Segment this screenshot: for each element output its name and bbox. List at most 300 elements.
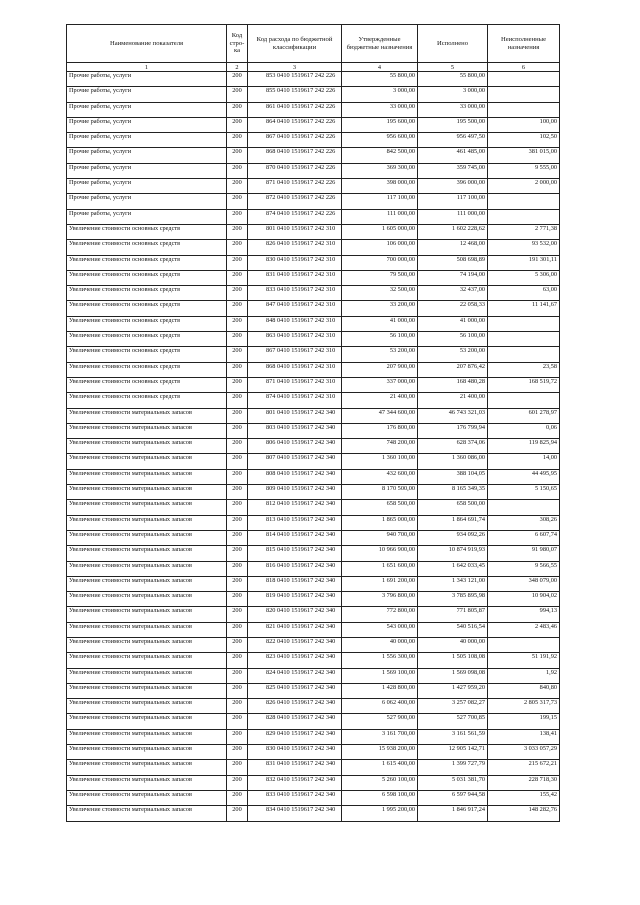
unexecuted-amount-cell [488,500,560,515]
executed-amount-cell: 1 399 727,79 [418,760,488,775]
executed-amount-cell: 540 516,54 [418,622,488,637]
table-row [67,316,560,331]
expense-code-cell: 868 0410 1519617 242 310 [248,362,342,377]
column-number: 5 [418,63,488,72]
unexecuted-amount-cell: 5 306,00 [488,270,560,285]
expense-code-cell: 831 0410 1519617 242 340 [248,760,342,775]
expense-code-cell: 821 0410 1519617 242 340 [248,622,342,637]
expense-code-cell: 830 0410 1519617 242 310 [248,255,342,270]
approved-amount-cell: 10 966 900,00 [342,546,418,561]
table-row [67,485,560,500]
line-code-cell: 200 [227,714,248,729]
expense-code-cell: 830 0410 1519617 242 340 [248,745,342,760]
table-row [67,790,560,805]
executed-amount-cell: 527 700,85 [418,714,488,729]
indicator-name-cell: Увеличение стоимости основных средств [67,301,227,316]
indicator-name-cell: Увеличение стоимости материальных запасов [67,423,227,438]
line-code-cell: 200 [227,163,248,178]
executed-amount-cell: 1 569 098,08 [418,668,488,683]
executed-amount-cell: 10 874 919,93 [418,546,488,561]
line-code-cell: 200 [227,117,248,132]
unexecuted-amount-cell: 3 033 057,29 [488,745,560,760]
indicator-name-cell: Увеличение стоимости материальных запасов [67,790,227,805]
expense-code-cell: 826 0410 1519617 242 310 [248,240,342,255]
indicator-name-cell: Увеличение стоимости материальных запасов [67,546,227,561]
approved-amount-cell: 432 600,00 [342,469,418,484]
line-code-cell: 200 [227,622,248,637]
approved-amount-cell: 40 000,00 [342,637,418,652]
indicator-name-cell: Увеличение стоимости материальных запасов [67,561,227,576]
expense-code-cell: 872 0410 1519617 242 226 [248,194,342,209]
line-code-cell: 200 [227,530,248,545]
indicator-name-cell: Увеличение стоимости материальных запасов [67,760,227,775]
expense-code-cell: 861 0410 1519617 242 226 [248,102,342,117]
expense-code-cell: 828 0410 1519617 242 340 [248,714,342,729]
indicator-name-cell: Увеличение стоимости материальных запасов [67,653,227,668]
line-code-cell: 200 [227,515,248,530]
executed-amount-cell: 359 745,00 [418,163,488,178]
expense-code-cell: 816 0410 1519617 242 340 [248,561,342,576]
column-number-row [67,63,560,72]
unexecuted-amount-cell: 228 718,30 [488,775,560,790]
table-row [67,270,560,285]
line-code-cell: 200 [227,454,248,469]
column-number: 2 [227,63,248,72]
line-code-cell: 200 [227,316,248,331]
unexecuted-amount-cell [488,194,560,209]
unexecuted-amount-cell: 91 980,07 [488,546,560,561]
indicator-name-cell: Прочие работы, услуги [67,87,227,102]
table-row [67,347,560,362]
unexecuted-amount-cell: 23,58 [488,362,560,377]
line-code-cell: 200 [227,760,248,775]
unexecuted-amount-cell: 9 566,55 [488,561,560,576]
header-approved: Утвержденные бюджетные назначения [342,25,418,63]
executed-amount-cell: 74 194,00 [418,270,488,285]
unexecuted-amount-cell: 215 672,21 [488,760,560,775]
executed-amount-cell: 1 602 228,62 [418,224,488,239]
unexecuted-amount-cell: 840,80 [488,683,560,698]
table-row [67,408,560,423]
approved-amount-cell: 956 600,00 [342,133,418,148]
indicator-name-cell: Увеличение стоимости материальных запасов [67,775,227,790]
unexecuted-amount-cell: 2 000,00 [488,179,560,194]
approved-amount-cell: 1 865 000,00 [342,515,418,530]
executed-amount-cell: 1 846 917,24 [418,806,488,821]
table-row [67,439,560,454]
approved-amount-cell: 117 100,00 [342,194,418,209]
approved-amount-cell: 1 691 200,00 [342,576,418,591]
approved-amount-cell: 111 000,00 [342,209,418,224]
column-number: 3 [248,63,342,72]
unexecuted-amount-cell [488,347,560,362]
approved-amount-cell: 3 000,00 [342,87,418,102]
approved-amount-cell: 79 500,00 [342,270,418,285]
line-code-cell: 200 [227,775,248,790]
indicator-name-cell: Увеличение стоимости материальных запасов [67,408,227,423]
expense-code-cell: 874 0410 1519617 242 226 [248,209,342,224]
executed-amount-cell: 461 485,00 [418,148,488,163]
table-row [67,393,560,408]
indicator-name-cell: Увеличение стоимости материальных запасов [67,485,227,500]
table-row [67,714,560,729]
header-executed: Исполнено [418,25,488,63]
unexecuted-amount-cell: 44 495,95 [488,469,560,484]
line-code-cell: 200 [227,377,248,392]
line-code-cell: 200 [227,332,248,347]
approved-amount-cell: 527 900,00 [342,714,418,729]
approved-amount-cell: 772 800,00 [342,607,418,622]
executed-amount-cell: 1 360 086,00 [418,454,488,469]
unexecuted-amount-cell: 994,13 [488,607,560,622]
expense-code-cell: 808 0410 1519617 242 340 [248,469,342,484]
unexecuted-amount-cell: 63,00 [488,286,560,301]
unexecuted-amount-cell: 93 532,00 [488,240,560,255]
approved-amount-cell: 21 400,00 [342,393,418,408]
expense-code-cell: 812 0410 1519617 242 340 [248,500,342,515]
expense-code-cell: 819 0410 1519617 242 340 [248,592,342,607]
column-number: 4 [342,63,418,72]
expense-code-cell: 867 0410 1519617 242 310 [248,347,342,362]
approved-amount-cell: 1 428 800,00 [342,683,418,698]
table-row [67,377,560,392]
expense-code-cell: 814 0410 1519617 242 340 [248,530,342,545]
indicator-name-cell: Увеличение стоимости основных средств [67,393,227,408]
indicator-name-cell: Увеличение стоимости материальных запасов [67,469,227,484]
expense-code-cell: 803 0410 1519617 242 340 [248,423,342,438]
indicator-name-cell: Увеличение стоимости основных средств [67,347,227,362]
executed-amount-cell: 53 200,00 [418,347,488,362]
expense-code-cell: 863 0410 1519617 242 310 [248,332,342,347]
executed-amount-cell: 22 058,33 [418,301,488,316]
table-row [67,286,560,301]
line-code-cell: 200 [227,637,248,652]
unexecuted-amount-cell [488,316,560,331]
line-code-cell: 200 [227,546,248,561]
approved-amount-cell: 6 598 100,00 [342,790,418,805]
line-code-cell: 200 [227,286,248,301]
line-code-cell: 200 [227,469,248,484]
approved-amount-cell: 700 000,00 [342,255,418,270]
indicator-name-cell: Увеличение стоимости основных средств [67,332,227,347]
executed-amount-cell: 1 427 959,20 [418,683,488,698]
table-row [67,209,560,224]
executed-amount-cell: 12 468,00 [418,240,488,255]
approved-amount-cell: 1 569 100,00 [342,668,418,683]
indicator-name-cell: Прочие работы, услуги [67,117,227,132]
table-row [67,653,560,668]
approved-amount-cell: 6 062 400,00 [342,699,418,714]
column-number: 6 [488,63,560,72]
unexecuted-amount-cell: 2 805 317,73 [488,699,560,714]
expense-code-cell: 815 0410 1519617 242 340 [248,546,342,561]
approved-amount-cell: 55 800,00 [342,72,418,87]
expense-code-cell: 831 0410 1519617 242 310 [248,270,342,285]
indicator-name-cell: Увеличение стоимости материальных запасов [67,729,227,744]
table-row [67,362,560,377]
approved-amount-cell: 658 500,00 [342,500,418,515]
expense-code-cell: 867 0410 1519617 242 226 [248,133,342,148]
unexecuted-amount-cell [488,393,560,408]
table-row [67,301,560,316]
table-row [67,561,560,576]
indicator-name-cell: Увеличение стоимости материальных запасов [67,622,227,637]
expense-code-cell: 832 0410 1519617 242 340 [248,775,342,790]
indicator-name-cell: Увеличение стоимости материальных запасов [67,637,227,652]
executed-amount-cell: 1 505 108,08 [418,653,488,668]
unexecuted-amount-cell: 119 825,94 [488,439,560,454]
executed-amount-cell: 55 800,00 [418,72,488,87]
expense-code-cell: 833 0410 1519617 242 310 [248,286,342,301]
line-code-cell: 200 [227,270,248,285]
line-code-cell: 200 [227,729,248,744]
executed-amount-cell: 6 597 944,58 [418,790,488,805]
approved-amount-cell: 842 500,00 [342,148,418,163]
line-code-cell: 200 [227,668,248,683]
table-row [67,332,560,347]
approved-amount-cell: 1 651 600,00 [342,561,418,576]
expense-code-cell: 848 0410 1519617 242 310 [248,316,342,331]
executed-amount-cell: 3 785 895,98 [418,592,488,607]
line-code-cell: 200 [227,209,248,224]
indicator-name-cell: Увеличение стоимости основных средств [67,286,227,301]
header-name: Наименование показателя [67,25,227,63]
expense-code-cell: 871 0410 1519617 242 310 [248,377,342,392]
indicator-name-cell: Прочие работы, услуги [67,194,227,209]
unexecuted-amount-cell: 0,06 [488,423,560,438]
indicator-name-cell: Увеличение стоимости материальных запасов [67,714,227,729]
table-row [67,637,560,652]
unexecuted-amount-cell [488,209,560,224]
unexecuted-amount-cell: 168 519,72 [488,377,560,392]
executed-amount-cell: 56 100,00 [418,332,488,347]
expense-code-cell: 864 0410 1519617 242 226 [248,117,342,132]
indicator-name-cell: Прочие работы, услуги [67,163,227,178]
indicator-name-cell: Увеличение стоимости основных средств [67,255,227,270]
line-code-cell: 200 [227,347,248,362]
table-row [67,133,560,148]
expense-code-cell: 829 0410 1519617 242 340 [248,729,342,744]
table-row [67,72,560,87]
unexecuted-amount-cell: 9 555,00 [488,163,560,178]
table-row [67,745,560,760]
indicator-name-cell: Увеличение стоимости материальных запасов [67,745,227,760]
executed-amount-cell: 1 343 121,00 [418,576,488,591]
approved-amount-cell: 1 605 000,00 [342,224,418,239]
expense-code-cell: 822 0410 1519617 242 340 [248,637,342,652]
approved-amount-cell: 15 938 200,00 [342,745,418,760]
table-row [67,255,560,270]
unexecuted-amount-cell: 155,42 [488,790,560,805]
unexecuted-amount-cell: 308,26 [488,515,560,530]
executed-amount-cell: 771 805,87 [418,607,488,622]
line-code-cell: 200 [227,500,248,515]
line-code-cell: 200 [227,561,248,576]
unexecuted-amount-cell: 148 282,76 [488,806,560,821]
table-row [67,87,560,102]
approved-amount-cell: 1 615 400,00 [342,760,418,775]
executed-amount-cell: 33 000,00 [418,102,488,117]
unexecuted-amount-cell: 348 079,00 [488,576,560,591]
unexecuted-amount-cell: 199,15 [488,714,560,729]
executed-amount-cell: 3 000,00 [418,87,488,102]
line-code-cell: 200 [227,408,248,423]
table-row [67,102,560,117]
unexecuted-amount-cell: 5 150,65 [488,485,560,500]
expense-code-cell: 801 0410 1519617 242 310 [248,224,342,239]
approved-amount-cell: 207 900,00 [342,362,418,377]
unexecuted-amount-cell: 2 771,38 [488,224,560,239]
executed-amount-cell: 21 400,00 [418,393,488,408]
line-code-cell: 200 [227,72,248,87]
line-code-cell: 200 [227,240,248,255]
executed-amount-cell: 658 500,00 [418,500,488,515]
line-code-cell: 200 [227,87,248,102]
line-code-cell: 200 [227,393,248,408]
expense-code-cell: 834 0410 1519617 242 340 [248,806,342,821]
approved-amount-cell: 32 500,00 [342,286,418,301]
line-code-cell: 200 [227,194,248,209]
approved-amount-cell: 195 600,00 [342,117,418,132]
line-code-cell: 200 [227,133,248,148]
budget-execution-sheet [66,24,560,822]
indicator-name-cell: Увеличение стоимости материальных запасов [67,607,227,622]
executed-amount-cell: 41 000,00 [418,316,488,331]
line-code-cell: 200 [227,423,248,438]
approved-amount-cell: 398 000,00 [342,179,418,194]
line-code-cell: 200 [227,745,248,760]
table-row [67,546,560,561]
approved-amount-cell: 53 200,00 [342,347,418,362]
approved-amount-cell: 106 000,00 [342,240,418,255]
approved-amount-cell: 3 161 700,00 [342,729,418,744]
approved-amount-cell: 748 200,00 [342,439,418,454]
executed-amount-cell: 46 743 321,03 [418,408,488,423]
line-code-cell: 200 [227,439,248,454]
expense-code-cell: 868 0410 1519617 242 226 [248,148,342,163]
unexecuted-amount-cell: 51 191,92 [488,653,560,668]
expense-code-cell: 813 0410 1519617 242 340 [248,515,342,530]
line-code-cell: 200 [227,179,248,194]
table-row [67,607,560,622]
table-row [67,530,560,545]
header-line-code: Код стро- ка [227,25,248,63]
executed-amount-cell: 934 092,26 [418,530,488,545]
indicator-name-cell: Увеличение стоимости материальных запасов [67,439,227,454]
indicator-name-cell: Увеличение стоимости материальных запасов [67,454,227,469]
expense-code-cell: 847 0410 1519617 242 310 [248,301,342,316]
line-code-cell: 200 [227,148,248,163]
expense-code-cell: 824 0410 1519617 242 340 [248,668,342,683]
line-code-cell: 200 [227,255,248,270]
executed-amount-cell: 3 161 561,59 [418,729,488,744]
line-code-cell: 200 [227,362,248,377]
line-code-cell: 200 [227,224,248,239]
expense-code-cell: 833 0410 1519617 242 340 [248,790,342,805]
indicator-name-cell: Прочие работы, услуги [67,179,227,194]
expense-code-cell: 807 0410 1519617 242 340 [248,454,342,469]
executed-amount-cell: 117 100,00 [418,194,488,209]
indicator-name-cell: Увеличение стоимости материальных запасов [67,515,227,530]
expense-code-cell: 826 0410 1519617 242 340 [248,699,342,714]
line-code-cell: 200 [227,790,248,805]
executed-amount-cell: 508 698,89 [418,255,488,270]
table-row [67,423,560,438]
table-row [67,760,560,775]
unexecuted-amount-cell: 1,92 [488,668,560,683]
line-code-cell: 200 [227,653,248,668]
table-row [67,454,560,469]
unexecuted-amount-cell: 138,41 [488,729,560,744]
indicator-name-cell: Увеличение стоимости основных средств [67,377,227,392]
indicator-name-cell: Увеличение стоимости материальных запасов [67,592,227,607]
unexecuted-amount-cell: 381 015,00 [488,148,560,163]
table-row [67,179,560,194]
line-code-cell: 200 [227,576,248,591]
indicator-name-cell: Увеличение стоимости материальных запасов [67,683,227,698]
column-number: 1 [67,63,227,72]
executed-amount-cell: 195 500,00 [418,117,488,132]
unexecuted-amount-cell: 601 278,97 [488,408,560,423]
indicator-name-cell: Увеличение стоимости основных средств [67,316,227,331]
unexecuted-amount-cell: 191 301,11 [488,255,560,270]
executed-amount-cell: 111 000,00 [418,209,488,224]
executed-amount-cell: 1 642 033,45 [418,561,488,576]
approved-amount-cell: 369 300,00 [342,163,418,178]
indicator-name-cell: Прочие работы, услуги [67,102,227,117]
indicator-name-cell: Увеличение стоимости материальных запасов [67,699,227,714]
line-code-cell: 200 [227,102,248,117]
executed-amount-cell: 3 257 082,27 [418,699,488,714]
approved-amount-cell: 1 995 200,00 [342,806,418,821]
approved-amount-cell: 47 344 600,00 [342,408,418,423]
indicator-name-cell: Увеличение стоимости основных средств [67,362,227,377]
approved-amount-cell: 1 556 300,00 [342,653,418,668]
table-row [67,469,560,484]
table-row [67,622,560,637]
executed-amount-cell: 5 031 381,70 [418,775,488,790]
indicator-name-cell: Прочие работы, услуги [67,209,227,224]
executed-amount-cell: 207 876,42 [418,362,488,377]
approved-amount-cell: 5 260 100,00 [342,775,418,790]
approved-amount-cell: 176 800,00 [342,423,418,438]
approved-amount-cell: 8 170 500,00 [342,485,418,500]
table-row [67,224,560,239]
indicator-name-cell: Увеличение стоимости материальных запасов [67,806,227,821]
executed-amount-cell: 40 000,00 [418,637,488,652]
table-row [67,683,560,698]
table-row [67,240,560,255]
table-row [67,775,560,790]
executed-amount-cell: 956 497,50 [418,133,488,148]
executed-amount-cell: 32 437,00 [418,286,488,301]
unexecuted-amount-cell: 11 141,67 [488,301,560,316]
executed-amount-cell: 8 165 349,35 [418,485,488,500]
table-row [67,806,560,821]
indicator-name-cell: Увеличение стоимости материальных запасов [67,668,227,683]
expense-code-cell: 806 0410 1519617 242 340 [248,439,342,454]
executed-amount-cell: 176 799,94 [418,423,488,438]
executed-amount-cell: 168 480,28 [418,377,488,392]
table-row [67,148,560,163]
budget-execution-table [66,24,560,822]
table-row [67,699,560,714]
line-code-cell: 200 [227,699,248,714]
expense-code-cell: 853 0410 1519617 242 226 [248,72,342,87]
unexecuted-amount-cell: 6 607,74 [488,530,560,545]
expense-code-cell: 818 0410 1519617 242 340 [248,576,342,591]
executed-amount-cell: 12 905 142,71 [418,745,488,760]
